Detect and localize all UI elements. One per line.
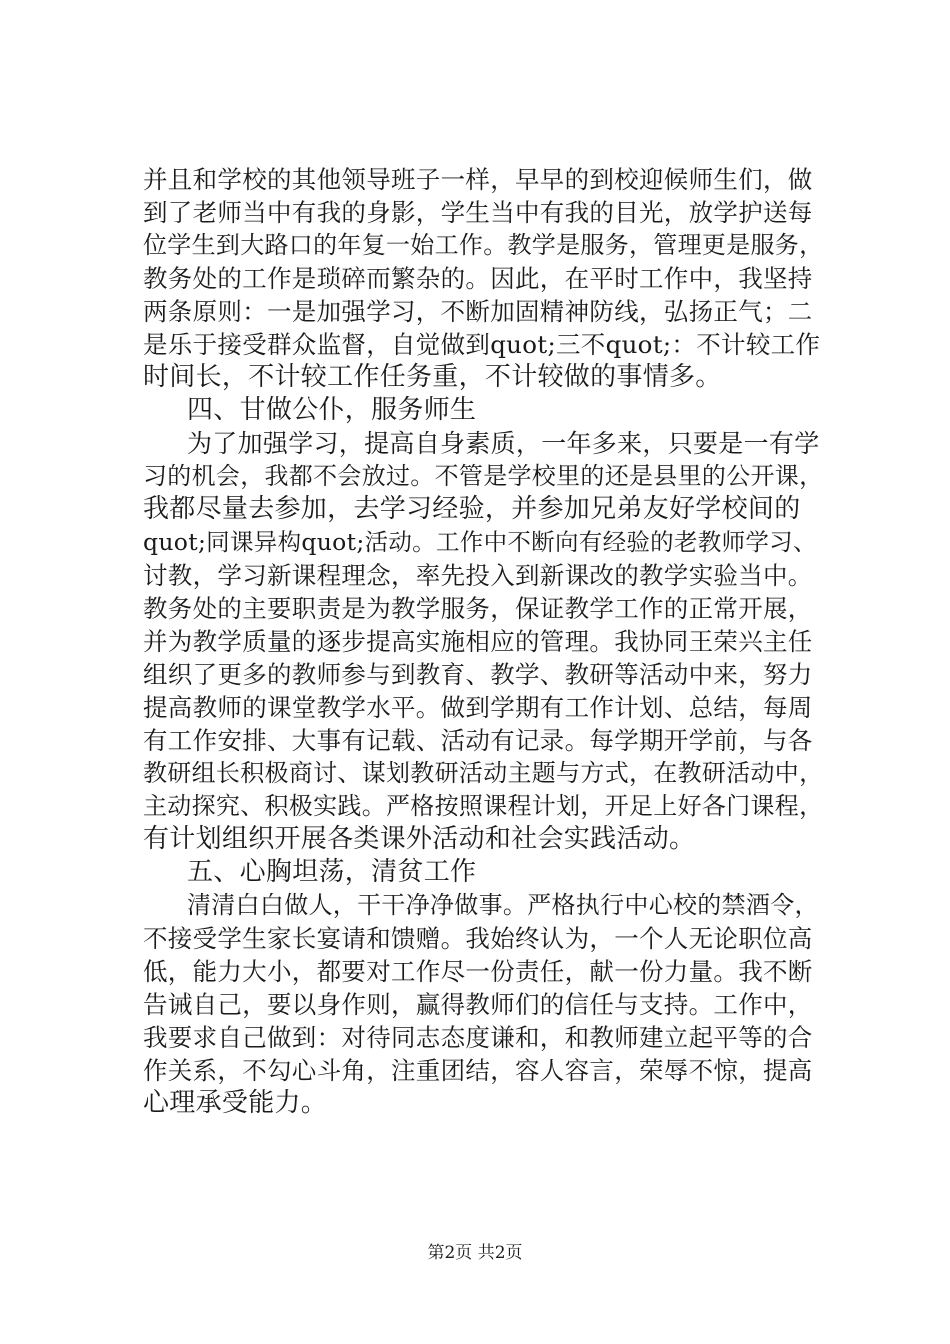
text-line: 清清白白做人，干干净净做事。严格执行中心校的禁酒令， [187, 891, 819, 919]
text-line: 五、心胸坦荡，清贫工作 [187, 857, 477, 887]
text-line: 主动探究、积极实践。严格按照课程计划，开足上好各门课程， [143, 792, 824, 820]
text-line: 为了加强学习，提高自身素质，一年多来，只要是一有学 [187, 429, 820, 458]
text-line: 低，能力大小，都要对工作尽一份责任，献一份力量。我不断 [143, 957, 813, 986]
text-line: 组织了更多的教师参与到教育、教学、教研等活动中来，努力 [143, 660, 813, 689]
text-line: 两条原则：一是加强学习，不断加固精神防线，弘扬正气；二 [143, 297, 813, 326]
text-line: 习的机会，我都不会放过。不管是学校里的还是县里的公开课， [143, 462, 824, 490]
document-body [143, 163, 823, 1120]
text-line: 讨教，学习新课程理念，率先投入到新课改的教学实验当中。 [143, 561, 813, 590]
text-line: 作关系，不勾心斗角，注重团结，容人容言，荣辱不惊，提高 [143, 1056, 813, 1085]
text-line: 教研组长积极商讨、谋划教研活动主题与方式，在教研活动中， [143, 759, 824, 787]
text-line: 有工作安排、大事有记载、活动有记录。每学期开学前，与各 [143, 726, 813, 755]
page-number-footer: 第2页 共2页 [427, 1243, 523, 1263]
text-line: 提高教师的课堂教学水平。做到学期有工作计划、总结，每周 [143, 693, 813, 722]
text-line: 并为教学质量的逐步提高实施相应的管理。我协同王荣兴主任 [143, 627, 813, 656]
text-line: 有计划组织开展各类课外活动和社会实践活动。 [143, 824, 696, 854]
text-line: 位学生到大路口的年复一始工作。教学是服务，管理更是服务， [143, 231, 824, 259]
text-line: 我都尽量去参加，去学习经验，并参加兄弟友好学校间的 [143, 494, 801, 524]
text-line: 心理承受能力。 [143, 1088, 328, 1118]
text-line: 并且和学校的其他领导班子一样，早早的到校迎候师生们，做 [143, 165, 813, 194]
text-line: 告诫自己，要以身作则，赢得教师们的信任与支持。工作中， [143, 990, 813, 1019]
text-line: 我要求自己做到：对待同志态度谦和，和教师建立起平等的合 [143, 1023, 813, 1052]
text-line: 不接受学生家长宴请和馈赠。我始终认为，一个人无论职位高 [143, 924, 813, 953]
text-line: 是乐于接受群众监督，自觉做到quot;三不quot;：不计较工作 [143, 330, 821, 359]
text-line: 教务处的主要职责是为教学服务，保证教学工作的正常开展， [143, 594, 813, 623]
text-line: 教务处的工作是琐碎而繁杂的。因此，在平时工作中，我坚持 [143, 264, 813, 293]
text-line: quot;同课异构quot;活动。工作中不断向有经验的老教师学习、 [143, 528, 817, 556]
text-line: 四、甘做公仆，服务师生 [187, 395, 477, 425]
text-line: 到了老师当中有我的身影，学生当中有我的目光，放学护送每 [143, 198, 813, 227]
text-line: 时间长，不计较工作任务重，不计较做的事情多。 [143, 362, 722, 392]
